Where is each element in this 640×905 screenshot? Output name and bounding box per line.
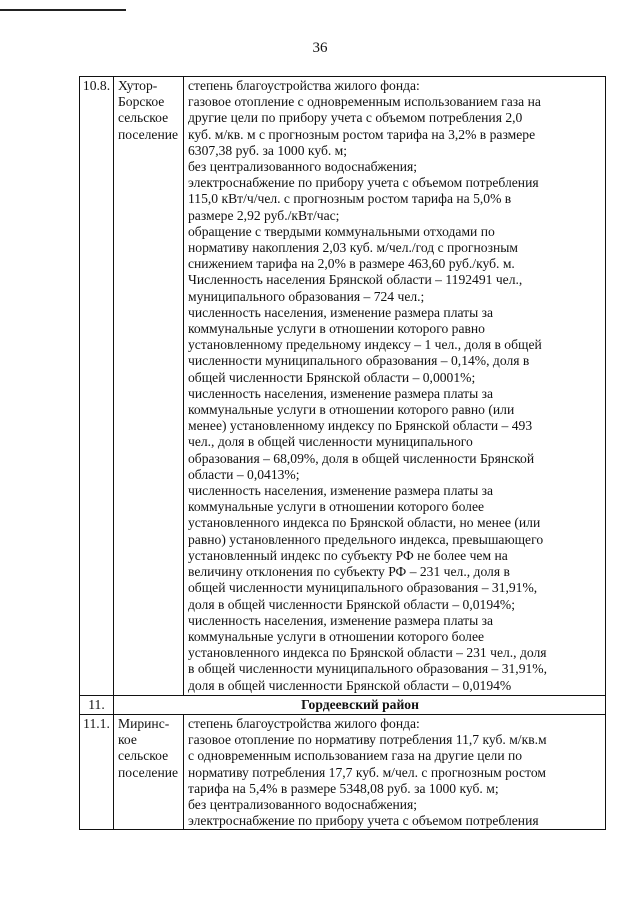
description-line: доля в общей численности Брянской области – 0,0194%;: [188, 596, 516, 612]
top-rule: [0, 9, 126, 11]
description-line: электроснабжение по прибору учета с объемом потребления: [188, 175, 539, 191]
settlement-name-line: Миринс-: [118, 715, 170, 731]
settlement-name-line: Борское: [118, 94, 165, 110]
settlement-name: [114, 714, 184, 829]
description-cell: [184, 77, 606, 696]
row-number: 10.8.: [80, 77, 114, 696]
settlement-name-line: поселение: [118, 126, 179, 142]
description-line: численность населения, изменение размера платы за: [188, 483, 494, 499]
tariff-table: [79, 76, 606, 830]
description-line: равно) установленного предельного индекса, превышающего: [188, 531, 544, 547]
description-line: 6307,38 руб. за 1000 куб. м;: [188, 142, 348, 158]
description-line: снижением тарифа на 2,0% в размере 463,60 руб./куб. м.: [188, 256, 515, 272]
description-line: тарифа на 5,4% в размере 5348,08 руб. за 1000 куб. м;: [188, 780, 499, 796]
description-cell: [184, 714, 606, 829]
table-row: [80, 714, 606, 829]
description-line: численность населения, изменение размера платы за: [188, 385, 494, 401]
description-line: коммунальные услуги в отношении которого более: [188, 628, 485, 644]
description-line: установленный индекс по субъекту РФ не более чем на: [188, 547, 508, 563]
description-line: с одновременным использованием газа на другие цели по: [188, 748, 523, 764]
settlement-name: [114, 77, 184, 696]
description-line: численность населения, изменение размера платы за: [188, 612, 494, 628]
description-line: нормативу потребления 17,7 куб. м/чел. с прогнозным ростом: [188, 764, 546, 780]
description-line: Численность населения Брянской области – 1192491 чел.,: [188, 272, 523, 288]
description-line: общей численности муниципального образования – 31,91%,: [188, 580, 538, 596]
description-line: в общей численности муниципального образования – 31,91%,: [188, 661, 548, 677]
description-line: без централизованного водоснабжения;: [188, 159, 418, 175]
description-line: размере 2,92 руб./кВт/час;: [188, 207, 340, 223]
description-line: коммунальные услуги в отношении которого равно (или: [188, 402, 515, 418]
row-number: 11.: [80, 695, 114, 714]
description-line: численности муниципального образования – 0,14%, доля в: [188, 353, 530, 369]
description-line: образования – 68,09%, доля в общей численности Брянской: [188, 450, 535, 466]
description-line: коммунальные услуги в отношении которого равно: [188, 321, 485, 337]
description-line: обращение с твердыми коммунальными отходами по: [188, 223, 495, 239]
description-line: степень благоустройства жилого фонда:: [188, 78, 420, 93]
description-line: численность населения, изменение размера платы за: [188, 304, 494, 320]
settlement-name-line: Хутор-: [118, 78, 158, 93]
description-line: 115,0 кВт/ч/чел. с прогнозным ростом тарифа на 5,0% в: [188, 191, 512, 207]
description-line: установленному предельному индексу – 1 чел., доля в общей: [188, 337, 542, 353]
description-line: газовое отопление с одновременным использованием газа на: [188, 94, 541, 110]
settlement-name-line: сельское: [118, 110, 169, 126]
description-line: доля в общей численности Брянской области – 0,0194%: [188, 677, 512, 693]
settlement-name-line: сельское: [118, 748, 169, 764]
description-line: чел., доля в общей численности муниципального: [188, 434, 473, 450]
description-line: общей численности Брянской области – 0,0001%;: [188, 369, 476, 385]
description-line: установленного индекса по Брянской области – 231 чел., доля: [188, 645, 547, 661]
description-line: нормативу накопления 2,03 куб. м/чел./год с прогнозным: [188, 240, 518, 256]
description-line: без централизованного водоснабжения;: [188, 796, 418, 812]
description-line: электроснабжение по прибору учета с объемом потребления: [188, 813, 539, 829]
section-row: [80, 695, 606, 714]
description-line: области – 0,0413%;: [188, 466, 300, 482]
settlement-name-line: поселение: [118, 764, 179, 780]
description-line: куб. м/кв. м с прогнозным ростом тарифа на 3,2% в размере: [188, 126, 536, 142]
page-number: 36: [312, 40, 328, 56]
settlement-name-line: кое: [118, 732, 137, 748]
description-line: величину отклонения по субъекту РФ – 231 чел., доля в: [188, 564, 510, 580]
description-line: коммунальные услуги в отношении которого более: [188, 499, 485, 515]
description-line: менее) установленному индексу по Брянской области – 493: [188, 418, 533, 434]
description-line: муниципального образования – 724 чел.;: [188, 288, 425, 304]
table-row: [80, 77, 606, 696]
description-line: степень благоустройства жилого фонда:: [188, 715, 420, 731]
description-line: газовое отопление по нормативу потребления 11,7 куб. м/кв.м: [188, 732, 547, 748]
section-title: Гордеевский район: [114, 695, 606, 714]
description-line: другие цели по прибору учета с объемом потребления 2,0: [188, 110, 523, 126]
description-line: установленного индекса по Брянской области, но менее (или: [188, 515, 541, 531]
row-number: 11.1.: [80, 714, 114, 829]
